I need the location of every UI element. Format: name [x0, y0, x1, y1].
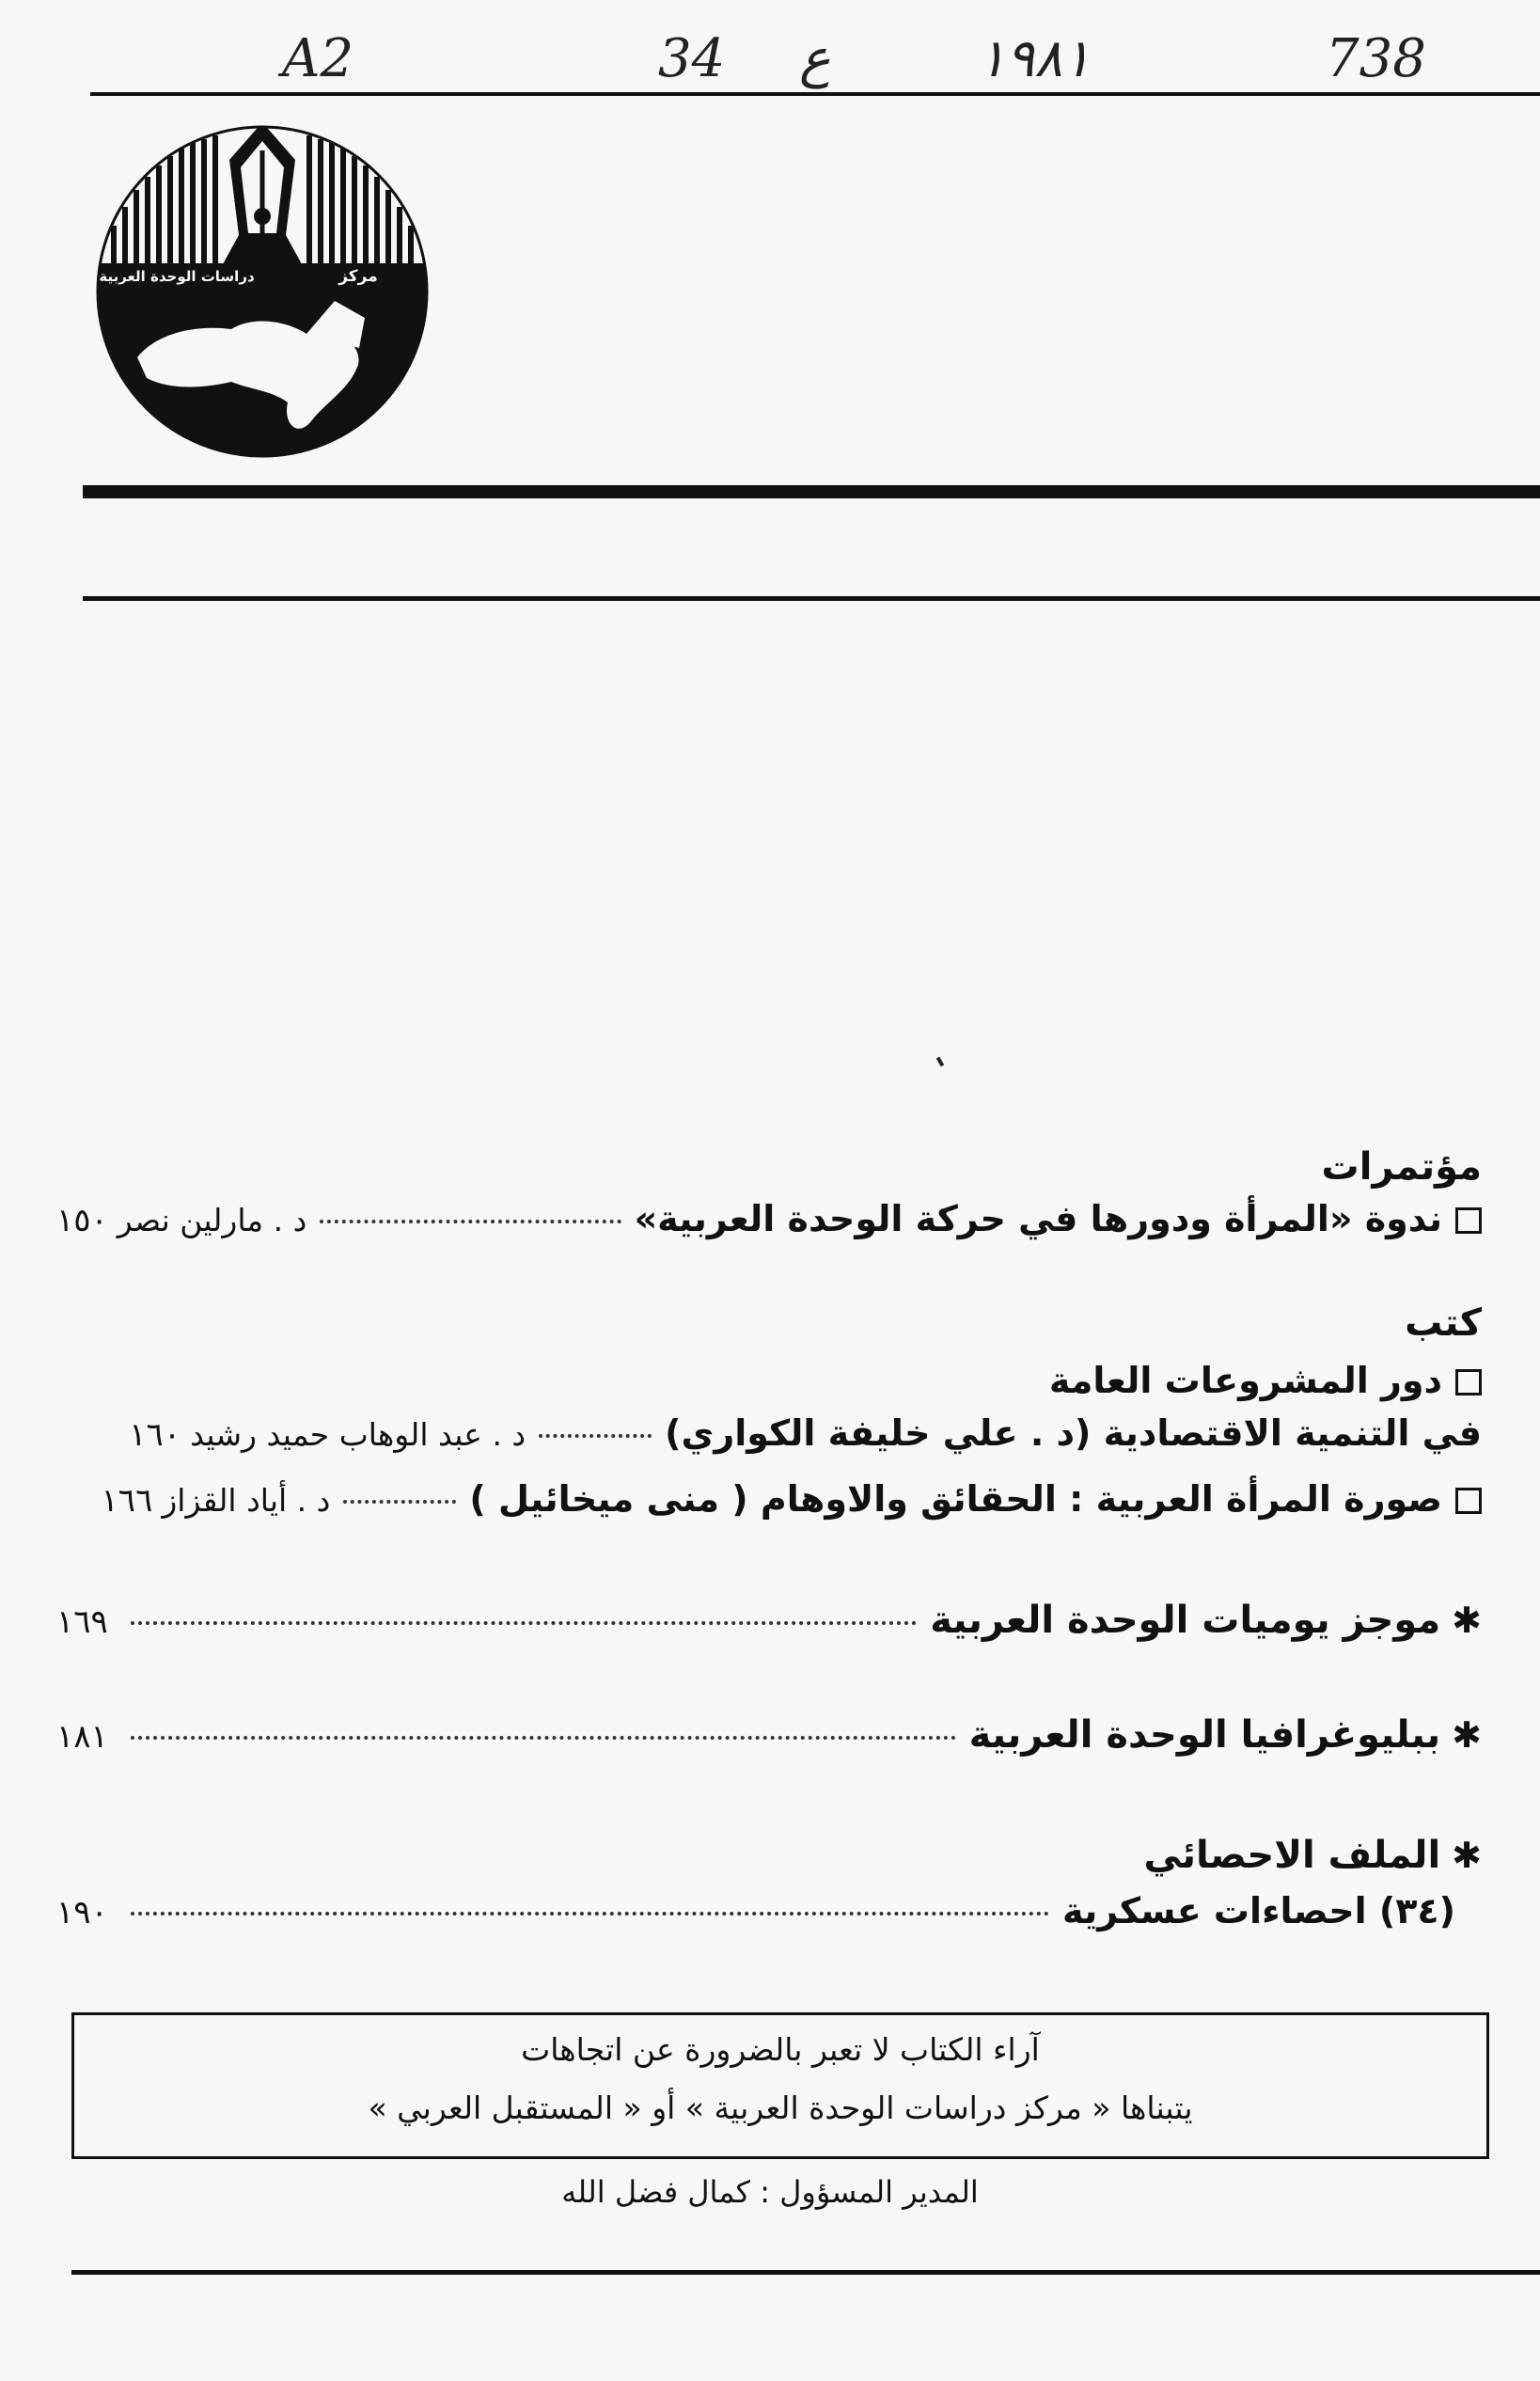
- asterisk-icon: ✱: [1452, 1600, 1482, 1641]
- dot-leader: [539, 1434, 652, 1438]
- top-rule: [90, 92, 1540, 96]
- section-title: الملف الاحصائي: [1143, 1834, 1441, 1877]
- bottom-rule: [71, 2270, 1540, 2275]
- toc-entry-book-1-line1[interactable]: [56, 1360, 1482, 1401]
- entry-author: د . أياد القزاز: [162, 1482, 331, 1519]
- entry-page: ١٥٠: [56, 1202, 108, 1239]
- toc-entry-book-1-line2[interactable]: [56, 1412, 1482, 1454]
- handwritten-note-34: 34: [658, 28, 726, 89]
- section-conferences-title: مؤتمرات: [1321, 1145, 1482, 1189]
- entry-author: د . عبد الوهاب حميد رشيد: [190, 1416, 526, 1453]
- entry-title: دور المشروعات العامة: [1048, 1360, 1442, 1401]
- toc-entry-book-2[interactable]: [56, 1478, 1482, 1520]
- toc-entry-conference[interactable]: [56, 1198, 1482, 1239]
- toc-entry-chronicle[interactable]: [56, 1599, 1482, 1642]
- handwritten-note-year: ١٩٨١: [978, 28, 1092, 89]
- checkbox-square-icon: [1455, 1488, 1482, 1514]
- handwritten-note-ain: ع: [799, 28, 831, 89]
- dot-leader: [131, 1736, 956, 1740]
- dot-leader: [131, 1621, 917, 1625]
- disclaimer-box: [71, 2012, 1489, 2159]
- handwritten-note-738: 738: [1326, 28, 1426, 89]
- entry-title: ببليوغرافيا الوحدة العربية: [968, 1713, 1441, 1757]
- entry-page: ١٩٠: [56, 1894, 108, 1932]
- entry-author: د . مارلين نصر: [117, 1202, 307, 1238]
- dot-leader: [343, 1500, 456, 1504]
- stray-mark: [936, 1057, 944, 1067]
- dot-leader: [131, 1912, 1049, 1916]
- entry-page: ١٦٩: [56, 1603, 108, 1641]
- entry-title: موجز يوميات الوحدة العربية: [930, 1599, 1441, 1642]
- entry-title: صورة المرأة العربية : الحقائق والاوهام ( منى ميخائيل ): [469, 1478, 1442, 1520]
- header-rule-thin: [83, 596, 1540, 601]
- section-books-title: كتب: [1405, 1301, 1482, 1345]
- center-logo: [90, 122, 434, 461]
- logo-caption-markaz: مركز: [338, 267, 378, 286]
- checkbox-square-icon: [1455, 1369, 1482, 1395]
- toc-entry-bibliography[interactable]: [56, 1713, 1482, 1757]
- entry-page: ١٦٠: [129, 1416, 181, 1454]
- header-rule-thick: [83, 485, 1540, 498]
- handwritten-note-a2: A2: [282, 28, 354, 89]
- toc-entry-statistics[interactable]: [56, 1890, 1455, 1932]
- asterisk-icon: ✱: [1452, 1835, 1482, 1876]
- dot-leader: [320, 1220, 621, 1223]
- disclaimer-line-2: يتبناها « مركز دراسات الوحدة العربية » أو « المستقبل العربي »: [368, 2089, 1193, 2126]
- editor-credit: المدير المسؤول : كمال فضل الله: [561, 2174, 979, 2210]
- entry-title: (٣٤) احصاءات عسكرية: [1061, 1890, 1455, 1932]
- asterisk-icon: ✱: [1452, 1714, 1482, 1756]
- entry-title-cont: في التنمية الاقتصادية (د . علي خليفة الكواري): [665, 1412, 1482, 1454]
- entry-page: ١٨١: [56, 1718, 108, 1756]
- section-statistics-title: [56, 1834, 1482, 1877]
- disclaimer-line-1: آراء الكتاب لا تعبر بالضرورة عن اتجاهات: [521, 2031, 1040, 2068]
- checkbox-square-icon: [1455, 1207, 1482, 1234]
- entry-title: ندوة «المرأة ودورها في حركة الوحدة العربية»: [634, 1198, 1442, 1239]
- logo-caption-dirasat: دراسات الوحدة العربية: [99, 268, 255, 285]
- entry-page: ١٦٦: [101, 1482, 153, 1520]
